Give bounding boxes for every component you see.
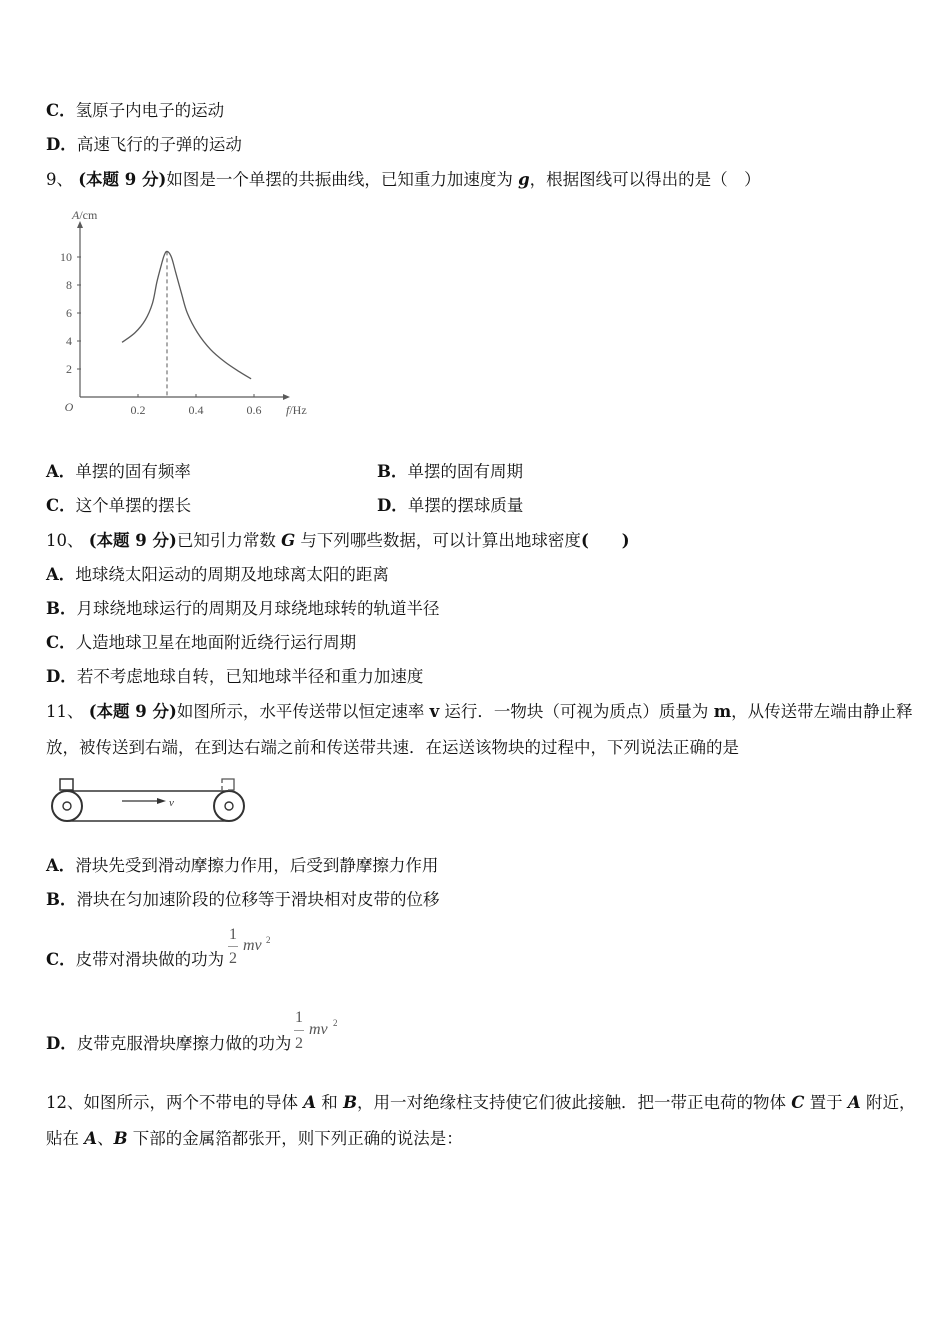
q10-option-c bbox=[46, 632, 356, 654]
option-label: D． bbox=[377, 496, 408, 515]
velocity-label: v bbox=[169, 797, 174, 809]
variable-B: B bbox=[343, 1093, 358, 1112]
fraction-bar bbox=[228, 946, 238, 947]
stem-text: ，用一对绝缘柱支持使它们彼此接触．把一带正电荷的物体 bbox=[357, 1093, 792, 1112]
question-number: 11、 bbox=[46, 702, 89, 721]
option-label: D． bbox=[46, 135, 77, 154]
x-tick-label: 0.2 bbox=[130, 403, 146, 417]
fraction-numerator: 1 bbox=[229, 926, 237, 943]
option-label: A． bbox=[46, 856, 76, 875]
option-label: C． bbox=[46, 950, 76, 969]
question-number: 9、 bbox=[46, 170, 79, 189]
q10-stem bbox=[46, 530, 630, 552]
option-label: A． bbox=[46, 462, 76, 481]
y-axis-arrow bbox=[77, 221, 83, 228]
right-pulley bbox=[214, 791, 244, 821]
variable-B: B bbox=[113, 1129, 128, 1148]
y-tick-label: 8 bbox=[66, 278, 72, 292]
option-text: 人造地球卫星在地面附近绕行运行周期 bbox=[75, 633, 357, 652]
formula-term: mv bbox=[309, 1021, 328, 1038]
q9-option-a bbox=[46, 461, 191, 483]
fraction-numerator: 1 bbox=[295, 1009, 303, 1026]
resonance-curve bbox=[122, 251, 251, 378]
block-start bbox=[60, 779, 73, 790]
question-score: (本题 9 分) bbox=[88, 531, 177, 550]
variable-A: A bbox=[84, 1129, 98, 1148]
stem-text: ，根据图线可以得出的是（ ） bbox=[529, 170, 761, 189]
fraction-denominator: 2 bbox=[295, 1035, 303, 1052]
fraction-bar bbox=[294, 1030, 304, 1031]
option-text: 氢原子内电子的运动 bbox=[75, 101, 225, 120]
y-tick-label: 10 bbox=[60, 250, 72, 264]
fraction-denominator: 2 bbox=[229, 950, 237, 967]
stem-text: 运行．一物块（可视为质点）质量为 bbox=[439, 702, 714, 721]
option-label: D． bbox=[46, 1034, 77, 1053]
option-text: 高速飞行的子弹的运动 bbox=[76, 135, 242, 154]
option-label: A． bbox=[46, 565, 76, 584]
question-score: (本题 9 分) bbox=[88, 702, 177, 721]
option-text: 滑块先受到滑动摩擦力作用，后受到静摩擦力作用 bbox=[75, 856, 439, 875]
stem-text: 12、如图所示，两个不带电的导体 bbox=[46, 1093, 304, 1112]
stem-text: 如图是一个单摆的共振曲线，已知重力加速度为 bbox=[166, 170, 519, 189]
question-number: 10、 bbox=[46, 531, 89, 550]
conveyor-belt-diagram bbox=[46, 774, 252, 830]
q10-option-b bbox=[46, 598, 439, 620]
origin-label: O bbox=[64, 400, 74, 414]
option-text: 单摆的固有频率 bbox=[75, 462, 191, 481]
formula-exponent: 2 bbox=[266, 935, 271, 945]
q11-option-b bbox=[46, 889, 439, 911]
stem-text: 贴在 bbox=[46, 1129, 85, 1148]
stem-text: 如图所示，水平传送带以恒定速率 bbox=[176, 702, 430, 721]
option-text: 月球绕地球运行的周期及月球绕地球转的轨道半径 bbox=[76, 599, 440, 618]
q9-option-c bbox=[46, 495, 191, 517]
x-tick-label: 0.4 bbox=[188, 403, 204, 417]
x-axis-arrow bbox=[283, 394, 290, 400]
variable-v: v bbox=[429, 702, 440, 721]
x-tick-label: 0.6 bbox=[246, 403, 262, 417]
resonance-curve-chart bbox=[50, 200, 332, 425]
answer-blank: ( ) bbox=[580, 531, 630, 550]
x-axis-label: f/Hz bbox=[286, 403, 307, 417]
formula-exponent: 2 bbox=[333, 1018, 338, 1028]
y-tick-label: 2 bbox=[66, 362, 72, 376]
option-text: 这个单摆的摆长 bbox=[75, 496, 192, 515]
q11-option-c bbox=[46, 949, 224, 971]
stem-text: 附近， bbox=[860, 1093, 916, 1112]
q8-option-d bbox=[46, 134, 242, 156]
variable-G: G bbox=[281, 531, 296, 550]
y-tick-label: 6 bbox=[66, 306, 72, 320]
block-end-outline bbox=[222, 779, 234, 790]
stem-text: 下部的金属箔都张开，则下列正确的说法是： bbox=[127, 1129, 463, 1148]
stem-text: ，从传送带左端由静止释 bbox=[731, 702, 913, 721]
option-text: 皮带对滑块做的功为 bbox=[75, 950, 225, 969]
y-axis-label: A/cm bbox=[72, 208, 98, 222]
option-text: 单摆的摆球质量 bbox=[407, 496, 524, 515]
q9-option-d bbox=[377, 495, 523, 517]
stem-text: 已知引力常数 bbox=[176, 531, 282, 550]
q11-option-d bbox=[46, 1033, 291, 1055]
variable-C: C bbox=[791, 1093, 805, 1112]
option-label: B． bbox=[46, 890, 77, 909]
velocity-arrowhead bbox=[157, 798, 166, 804]
stem-text: 放，被传送到右端，在到达右端之前和传送带共速．在运送该物块的过程中，下列说法正确的是 bbox=[46, 738, 739, 757]
q11-stem-line1 bbox=[46, 701, 913, 723]
variable-g: g bbox=[518, 170, 530, 189]
left-pulley bbox=[52, 791, 82, 821]
q10-option-d bbox=[46, 666, 423, 688]
option-label: C． bbox=[46, 633, 76, 652]
q11-option-d-formula bbox=[293, 1007, 351, 1057]
q8-option-c bbox=[46, 100, 224, 122]
q11-option-a bbox=[46, 855, 438, 877]
variable-A: A bbox=[847, 1093, 861, 1112]
option-text: 滑块在匀加速阶段的位移等于滑块相对皮带的位移 bbox=[76, 890, 440, 909]
q11-stem-line2 bbox=[46, 737, 739, 759]
option-text: 皮带克服滑块摩擦力做的功为 bbox=[76, 1034, 292, 1053]
formula-term: mv bbox=[243, 937, 262, 954]
question-score: (本题 9 分) bbox=[78, 170, 167, 189]
q11-option-c-formula bbox=[227, 923, 285, 973]
option-label: B． bbox=[46, 599, 77, 618]
option-label: C． bbox=[46, 101, 76, 120]
option-label: C． bbox=[46, 496, 76, 515]
option-text: 若不考虑地球自转，已知地球半径和重力加速度 bbox=[76, 667, 424, 686]
q12-stem-line1 bbox=[46, 1092, 916, 1114]
q10-option-a bbox=[46, 564, 389, 586]
option-label: D． bbox=[46, 667, 77, 686]
variable-m: m bbox=[713, 702, 732, 721]
option-label: B． bbox=[377, 462, 408, 481]
stem-text: 与下列哪些数据，可以计算出地球密度 bbox=[295, 531, 581, 550]
q9-option-b bbox=[377, 461, 523, 483]
q12-stem-line2 bbox=[46, 1128, 463, 1150]
option-text: 地球绕太阳运动的周期及地球离太阳的距离 bbox=[75, 565, 389, 584]
variable-A: A bbox=[303, 1093, 317, 1112]
y-tick-label: 4 bbox=[66, 334, 72, 348]
stem-text: 置于 bbox=[804, 1093, 848, 1112]
stem-text: 和 bbox=[316, 1093, 344, 1112]
stem-text: 、 bbox=[97, 1129, 114, 1148]
q9-stem bbox=[46, 169, 761, 191]
option-text: 单摆的固有周期 bbox=[407, 462, 523, 481]
